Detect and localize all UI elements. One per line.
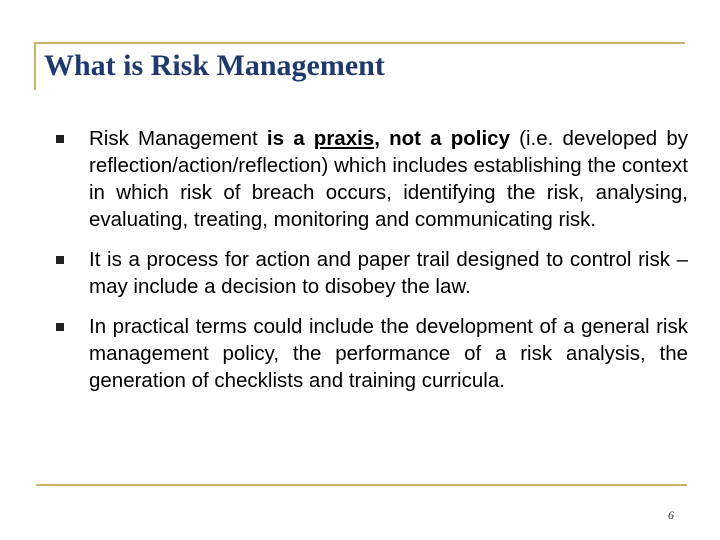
bullet-underlined-text: praxis [313, 127, 375, 150]
page-number: 6 [668, 508, 674, 522]
bullet-text: In practical terms could include the development of a general risk management policy, the performance of a risk analysis, the generation of checklists and training curricula. [89, 315, 688, 392]
bottom-rule [36, 484, 687, 486]
slide-title: What is Risk Management [44, 49, 385, 82]
bullet-text: It is a process for action and paper trail designed to control risk – may include a decision to disobey the law. [89, 248, 688, 298]
bullet-text: (i.e. developed by reflection/action/reflection) which includes establishing the context in which risk of breach occurs, identifying the risk, analysing, evaluating, treating, monitoring and communicating risk. [89, 127, 688, 231]
bullet-bold-text: , not a policy [374, 127, 510, 150]
bullet-item [56, 313, 688, 394]
square-bullet-icon [56, 323, 64, 331]
bullet-text: Risk Management [89, 127, 267, 150]
square-bullet-icon [56, 256, 64, 264]
top-rule [34, 42, 685, 44]
square-bullet-icon [56, 135, 64, 143]
bullet-list [56, 125, 688, 407]
left-rule [34, 42, 36, 90]
bullet-item [56, 125, 688, 233]
bullet-bold-text: is a [266, 127, 314, 150]
bullet-item [56, 246, 688, 300]
